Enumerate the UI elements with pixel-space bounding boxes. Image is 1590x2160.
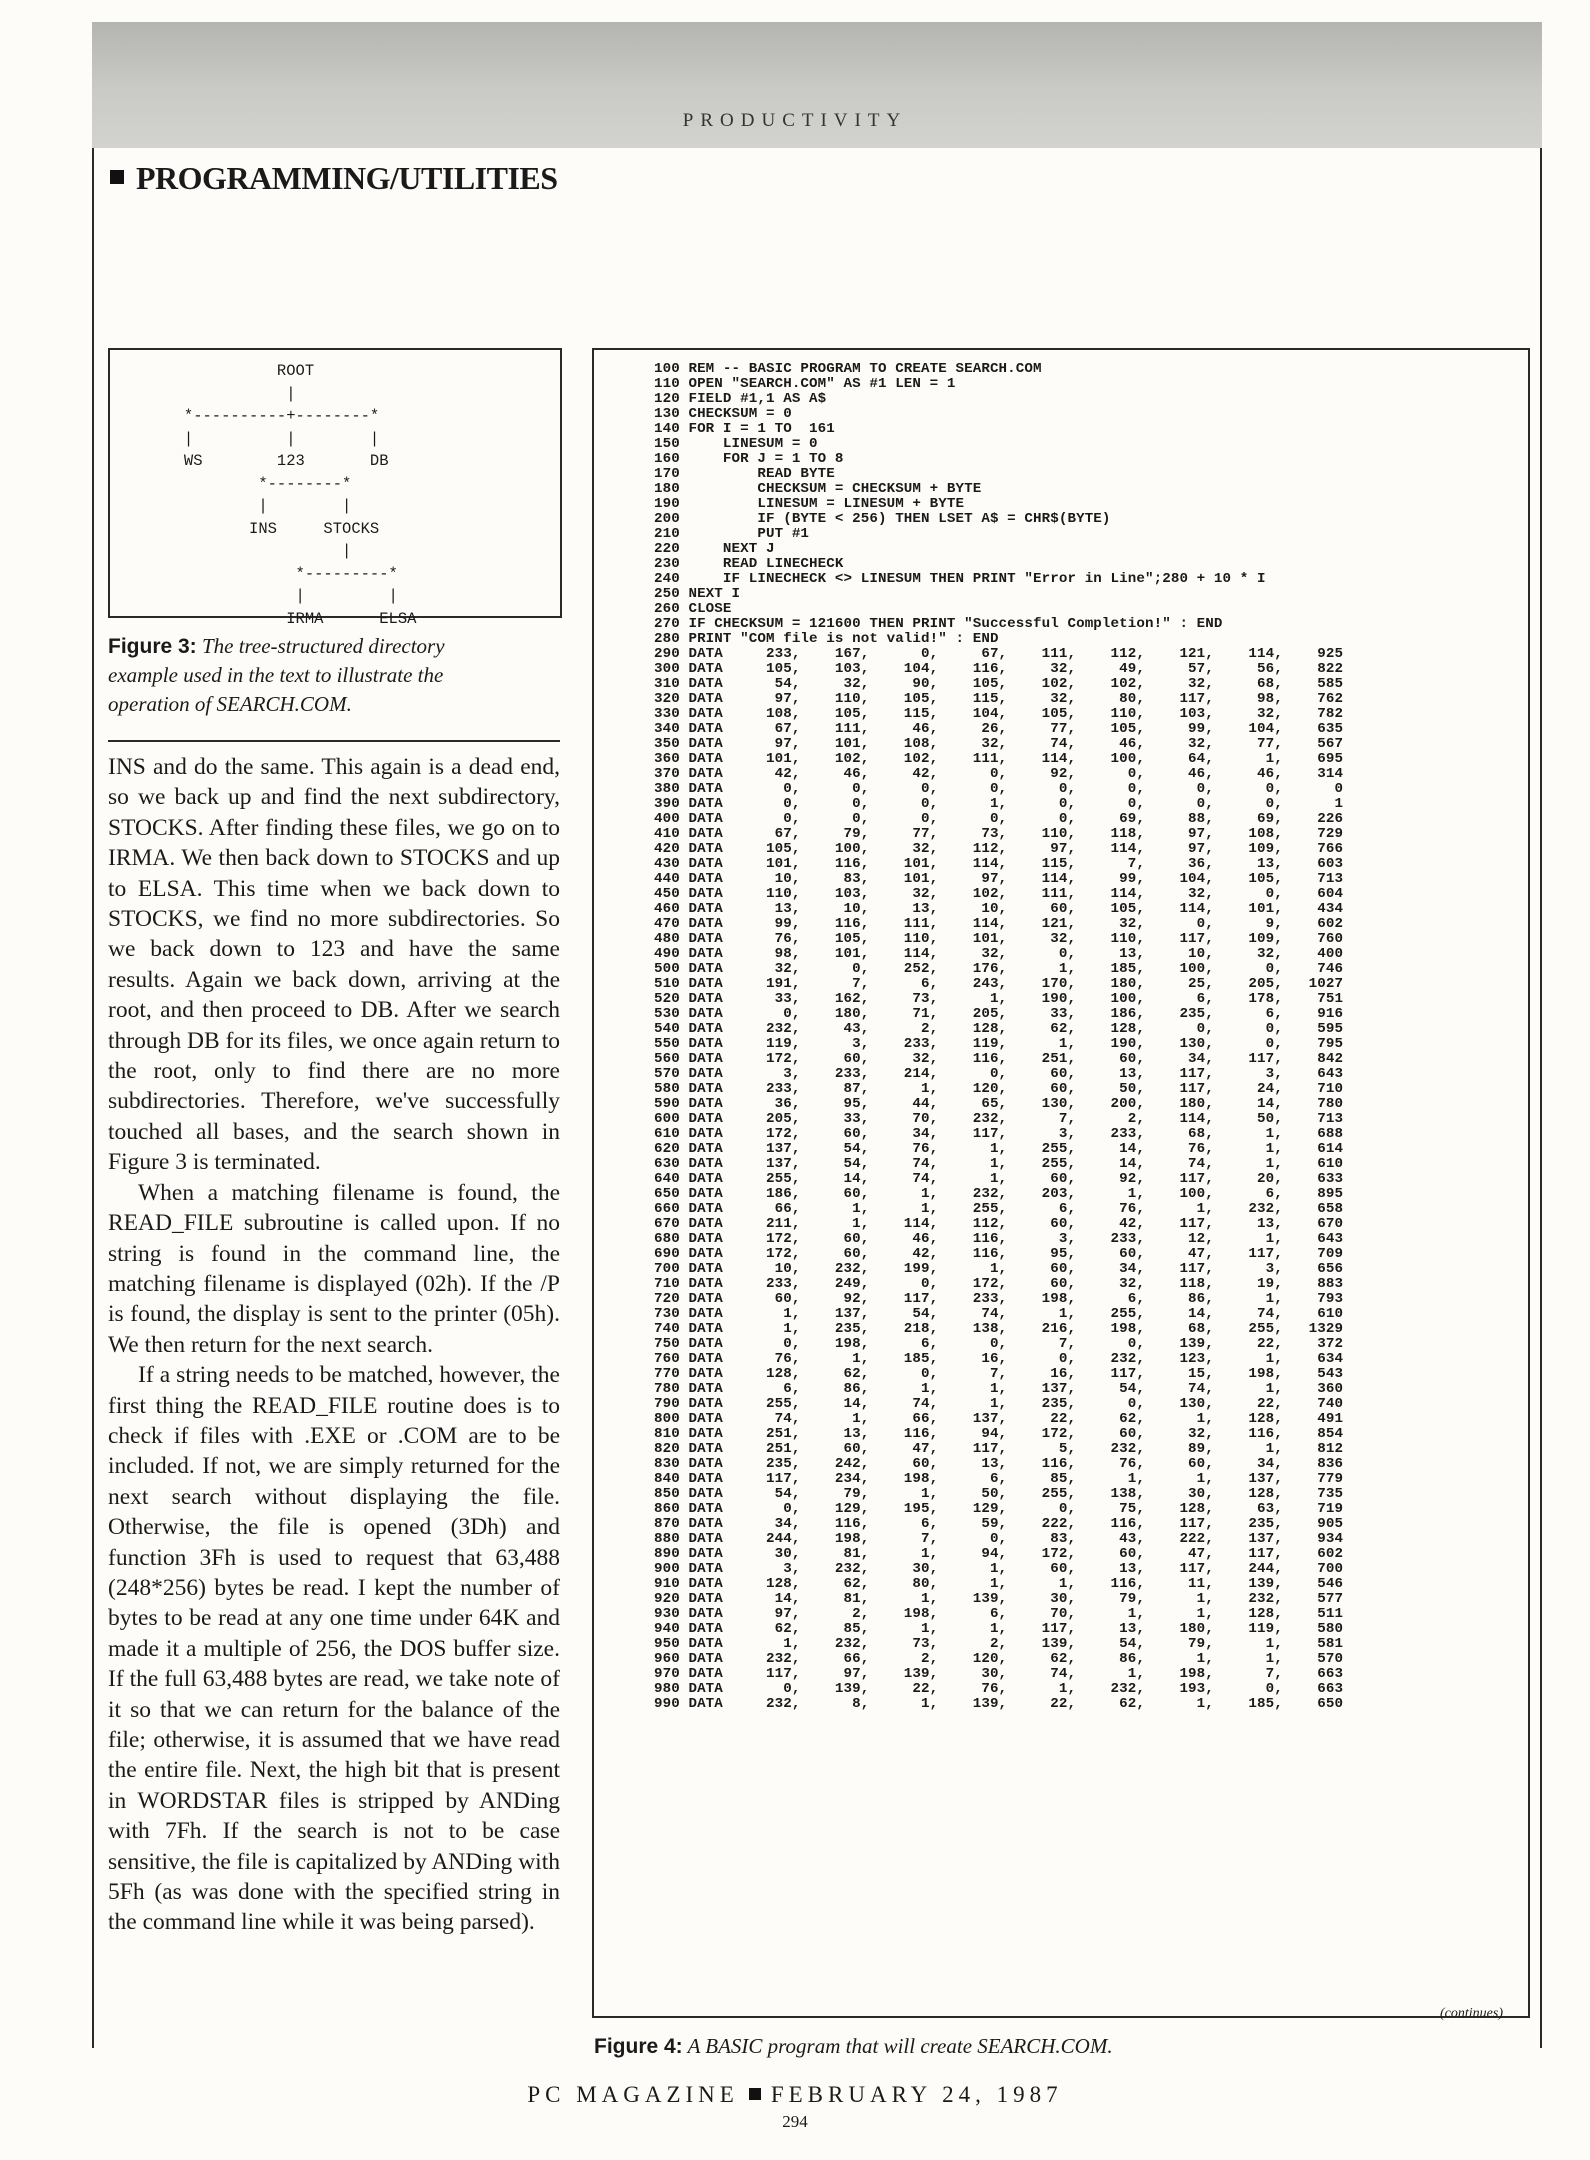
code-line: 400 DATA 0, 0, 0, 0, 0, 69, 88, 69, 226: [654, 811, 1344, 827]
column-rule: [108, 740, 560, 742]
code-line: 340 DATA 67, 111, 46, 26, 77, 105, 99, 104, 635: [654, 721, 1344, 737]
article-body: [108, 752, 560, 1938]
code-line: 240 IF LINECHECK <> LINESUM THEN PRINT "Error in Line";280 + 10 * I: [654, 571, 1266, 587]
page-heading: [110, 160, 558, 197]
tree-line: *---------*: [295, 564, 398, 583]
code-line: 130 CHECKSUM = 0: [654, 406, 792, 422]
code-line: 850 DATA 54, 79, 1, 50, 255, 138, 30, 128, 735: [654, 1486, 1344, 1502]
code-line: 180 CHECKSUM = CHECKSUM + BYTE: [654, 481, 982, 497]
tree-line: WS 123 DB: [183, 452, 389, 470]
tree-line: |: [286, 384, 296, 403]
code-line: 840 DATA 117, 234, 198, 6, 85, 1, 1, 137, 779: [654, 1471, 1344, 1487]
bullet-square-icon: [110, 170, 124, 184]
code-line: 830 DATA 235, 242, 60, 13, 116, 76, 60, 34, 836: [654, 1456, 1344, 1472]
code-line: 460 DATA 13, 10, 13, 10, 60, 105, 114, 101, 434: [654, 901, 1344, 917]
code-line: 660 DATA 66, 1, 1, 255, 6, 76, 1, 232, 658: [654, 1201, 1344, 1217]
code-line: 730 DATA 1, 137, 54, 74, 1, 255, 14, 74, 610: [654, 1306, 1344, 1322]
figure4-caption-text: A BASIC program that will create SEARCH.COM.: [687, 2034, 1113, 2058]
left-border-line: [92, 148, 94, 2048]
code-line: 290 DATA 233, 167, 0, 67, 111, 112, 121, 114, 925: [654, 646, 1344, 662]
figure4-caption: [594, 2032, 1494, 2061]
code-line: 700 DATA 10, 232, 199, 1, 60, 34, 117, 3, 656: [654, 1261, 1344, 1277]
code-line: 750 DATA 0, 198, 6, 0, 7, 0, 139, 22, 372: [654, 1336, 1344, 1352]
code-line: 950 DATA 1, 232, 73, 2, 139, 54, 79, 1, 581: [654, 1636, 1344, 1652]
continues-note: (continues): [1440, 2006, 1503, 2021]
code-line: 900 DATA 3, 232, 30, 1, 60, 13, 117, 244, 700: [654, 1561, 1344, 1577]
body-paragraph: INS and do the same. This again is a dead end, so we back up and find the next subdirectory, STOCKS. After finding these files, we go on to IRMA. We then back down to STOCKS and up to ELSA. This time when we back down to STOCKS, we find no more subdirectories. So we back down to 123 and have the same results. Again we back down, arriving at the root, and then proceed to DB. After we search through DB for its files, we once again return to the root, only to find there are no more subdirectories. Therefore, we've successfully touched all bases, and the search shown in Figure 3 is terminated.: [108, 754, 560, 1176]
code-line: 120 FIELD #1,1 AS A$: [654, 391, 827, 407]
figure3-caption-text: The tree-structured directory example used in the text to illustrate the operation of SEARCH.COM.: [108, 634, 445, 716]
footer-magazine: PC MAGAZINE: [527, 2082, 739, 2107]
code-line: 500 DATA 32, 0, 252, 176, 1, 185, 100, 0, 746: [654, 961, 1344, 977]
code-line: 160 FOR J = 1 TO 8: [654, 451, 844, 467]
footer-bullet-icon: [749, 2088, 761, 2100]
code-line: 520 DATA 33, 162, 73, 1, 190, 100, 6, 178, 751: [654, 991, 1344, 1007]
code-line: 440 DATA 10, 83, 101, 97, 114, 99, 104, 105, 713: [654, 871, 1344, 887]
page-heading-text: PROGRAMMING/UTILITIES: [136, 160, 558, 196]
footer-date: FEBRUARY 24, 1987: [770, 2082, 1063, 2107]
figure3-box: [108, 348, 562, 628]
code-line: 820 DATA 251, 60, 47, 117, 5, 232, 89, 1, 812: [654, 1441, 1344, 1457]
code-line: 220 NEXT J: [654, 541, 775, 557]
tree-line: | | |: [183, 429, 380, 448]
code-line: 590 DATA 36, 95, 44, 65, 130, 200, 180, 14, 780: [654, 1096, 1344, 1112]
code-line: 280 PRINT "COM file is not valid!" : END: [654, 631, 999, 647]
code-line: 770 DATA 128, 62, 0, 7, 16, 117, 15, 198, 543: [654, 1366, 1344, 1382]
code-line: 800 DATA 74, 1, 66, 137, 22, 62, 1, 128, 491: [654, 1411, 1344, 1427]
code-line: 140 FOR I = 1 TO 161: [654, 421, 835, 437]
code-line: 930 DATA 97, 2, 198, 6, 70, 1, 1, 128, 511: [654, 1606, 1344, 1622]
code-line: 170 READ BYTE: [654, 466, 835, 482]
code-line: 310 DATA 54, 32, 90, 105, 102, 102, 32, 68, 585: [654, 676, 1344, 692]
code-line: 200 IF (BYTE < 256) THEN LSET A$ = CHR$(BYTE): [654, 511, 1111, 527]
code-line: 190 LINESUM = LINESUM + BYTE: [654, 496, 965, 512]
section-label: PRODUCTIVITY: [682, 110, 908, 131]
page-number: 294: [782, 2112, 808, 2131]
code-line: 920 DATA 14, 81, 1, 139, 30, 79, 1, 232, 577: [654, 1591, 1344, 1607]
code-line: 470 DATA 99, 116, 111, 114, 121, 32, 0, 9, 602: [654, 916, 1344, 932]
figure3-caption: [108, 632, 468, 719]
code-line: 650 DATA 186, 60, 1, 232, 203, 1, 100, 6, 895: [654, 1186, 1344, 1202]
code-line: 680 DATA 172, 60, 46, 116, 3, 233, 12, 1, 643: [654, 1231, 1344, 1247]
code-line: 620 DATA 137, 54, 76, 1, 255, 14, 76, 1, 614: [654, 1141, 1344, 1157]
code-line: 550 DATA 119, 3, 233, 119, 1, 190, 130, 0, 795: [654, 1036, 1344, 1052]
code-line: 480 DATA 76, 105, 110, 101, 32, 110, 117, 109, 760: [654, 931, 1344, 947]
code-line: 450 DATA 110, 103, 32, 102, 111, 114, 32, 0, 604: [654, 886, 1344, 902]
code-line: 810 DATA 251, 13, 116, 94, 172, 60, 32, 116, 854: [654, 1426, 1344, 1442]
code-line: 490 DATA 98, 101, 114, 32, 0, 13, 10, 32, 400: [654, 946, 1344, 962]
code-line: 250 NEXT I: [654, 586, 741, 602]
code-line: 260 CLOSE: [654, 601, 732, 617]
code-line: 740 DATA 1, 235, 218, 138, 216, 198, 68, 255, 1329: [654, 1321, 1344, 1337]
code-line: 860 DATA 0, 129, 195, 129, 0, 75, 128, 63, 719: [654, 1501, 1344, 1517]
right-border-line: [1540, 148, 1542, 2048]
code-line: 710 DATA 233, 249, 0, 172, 60, 32, 118, 19, 883: [654, 1276, 1344, 1292]
tree-line: | |: [258, 497, 352, 515]
code-line: 110 OPEN "SEARCH.COM" AS #1 LEN = 1: [654, 376, 956, 392]
code-line: 560 DATA 172, 60, 32, 116, 251, 60, 34, 117, 842: [654, 1051, 1344, 1067]
code-line: 870 DATA 34, 116, 6, 59, 222, 116, 117, 235, 905: [654, 1516, 1344, 1532]
directory-tree-diagram: [156, 360, 416, 630]
tree-line: |: [342, 542, 352, 560]
code-line: 410 DATA 67, 79, 77, 73, 110, 118, 97, 108, 729: [654, 826, 1344, 842]
tree-line: *--------*: [258, 474, 352, 493]
code-line: 370 DATA 42, 46, 42, 0, 92, 0, 46, 46, 314: [654, 766, 1344, 782]
code-line: 350 DATA 97, 101, 108, 32, 74, 46, 32, 77, 567: [654, 736, 1344, 752]
code-line: 580 DATA 233, 87, 1, 120, 60, 50, 117, 24, 710: [654, 1081, 1344, 1097]
code-line: 430 DATA 101, 116, 101, 114, 115, 7, 36, 13, 603: [654, 856, 1344, 872]
code-line: 670 DATA 211, 1, 114, 112, 60, 42, 117, 13, 670: [654, 1216, 1344, 1232]
code-line: 990 DATA 232, 8, 1, 139, 22, 62, 1, 185, 650: [654, 1696, 1344, 1712]
code-line: 600 DATA 205, 33, 70, 232, 7, 2, 114, 50, 713: [654, 1111, 1344, 1127]
code-line: 980 DATA 0, 139, 22, 76, 1, 232, 193, 0, 663: [654, 1681, 1344, 1697]
code-line: 540 DATA 232, 43, 2, 128, 62, 128, 0, 0, 595: [654, 1021, 1344, 1037]
code-line: 300 DATA 105, 103, 104, 116, 32, 49, 57, 56, 822: [654, 661, 1344, 677]
code-line: 320 DATA 97, 110, 105, 115, 32, 80, 117, 98, 762: [654, 691, 1344, 707]
code-line: 330 DATA 108, 105, 115, 104, 105, 110, 103, 32, 782: [654, 706, 1344, 722]
code-line: 570 DATA 3, 233, 214, 0, 60, 13, 117, 3, 643: [654, 1066, 1344, 1082]
code-line: 230 READ LINECHECK: [654, 556, 844, 572]
code-line: 360 DATA 101, 102, 102, 111, 114, 100, 64, 1, 695: [654, 751, 1344, 767]
basic-program-listing: [654, 362, 1343, 1712]
code-line: 150 LINESUM = 0: [654, 436, 818, 452]
code-line: 910 DATA 128, 62, 80, 1, 1, 116, 11, 139, 546: [654, 1576, 1344, 1592]
code-line: 960 DATA 232, 66, 2, 120, 62, 86, 1, 1, 570: [654, 1651, 1344, 1667]
code-line: 780 DATA 6, 86, 1, 1, 137, 54, 74, 1, 360: [654, 1381, 1344, 1397]
figure3-label: Figure 3:: [108, 635, 197, 658]
tree-line: ROOT: [276, 362, 315, 380]
code-line: 380 DATA 0, 0, 0, 0, 0, 0, 0, 0, 0: [654, 781, 1344, 797]
code-line: 630 DATA 137, 54, 74, 1, 255, 14, 74, 1, 610: [654, 1156, 1344, 1172]
code-line: 100 REM -- BASIC PROGRAM TO CREATE SEARCH.COM: [654, 361, 1042, 377]
tree-line: INS STOCKS: [249, 519, 380, 538]
code-line: 690 DATA 172, 60, 42, 116, 95, 60, 47, 117, 709: [654, 1246, 1344, 1262]
page-footer: [0, 2082, 1590, 2108]
code-line: 420 DATA 105, 100, 32, 112, 97, 114, 97, 109, 766: [654, 841, 1344, 857]
code-line: 270 IF CHECKSUM = 121600 THEN PRINT "Successful Completion!" : END: [654, 616, 1223, 632]
code-line: 210 PUT #1: [654, 526, 810, 542]
body-paragraph: When a matching filename is found, the READ_FILE subroutine is called upon. If no string is found in the command line, the matching filename is displayed (02h). If the /P is found, the display is sent to the printer (05h). We then return for the next search.: [108, 1179, 560, 1358]
code-line: 720 DATA 60, 92, 117, 233, 198, 6, 86, 1, 793: [654, 1291, 1344, 1307]
tree-line: *----------+--------*: [183, 407, 380, 425]
code-line: 940 DATA 62, 85, 1, 1, 117, 13, 180, 119, 580: [654, 1621, 1344, 1637]
code-line: 760 DATA 76, 1, 185, 16, 0, 232, 123, 1, 634: [654, 1351, 1344, 1367]
tree-line: IRMA ELSA: [156, 609, 417, 628]
code-line: 530 DATA 0, 180, 71, 205, 33, 186, 235, 6, 916: [654, 1006, 1344, 1022]
tree-line: | |: [295, 587, 398, 605]
code-line: 390 DATA 0, 0, 0, 1, 0, 0, 0, 0, 1: [654, 796, 1344, 812]
code-line: 790 DATA 255, 14, 74, 1, 235, 0, 130, 22, 740: [654, 1396, 1344, 1412]
code-line: 880 DATA 244, 198, 7, 0, 83, 43, 222, 137, 934: [654, 1531, 1344, 1547]
code-line: 510 DATA 191, 7, 6, 243, 170, 180, 25, 205, 1027: [654, 976, 1344, 992]
code-line: 610 DATA 172, 60, 34, 117, 3, 233, 68, 1, 688: [654, 1126, 1344, 1142]
code-line: 970 DATA 117, 97, 139, 30, 74, 1, 198, 7, 663: [654, 1666, 1344, 1682]
code-line: 890 DATA 30, 81, 1, 94, 172, 60, 47, 117, 602: [654, 1546, 1344, 1562]
code-line: 640 DATA 255, 14, 74, 1, 60, 92, 117, 20, 633: [654, 1171, 1344, 1187]
body-paragraph: If a string needs to be matched, however, the first thing the READ_FILE routine does is to check if files with .EXE or .COM are to be included. If not, we are simply returned for the next search without displaying the file. Otherwise, the file is opened (3Dh) and function 3Fh is used to request that 63,488 (248*256) bytes be read. I kept the number of bytes to be read at any one time under 64K and made it a multiple of 256, the DOS buffer size. If the full 63,488 bytes are read, we take note of it so that we can return for the balance of the file; otherwise, it is assumed that we have read the entire file. Next, the high bit that is present in WORDSTAR files is stripped by ANDing with 7Fh. If the search is not to be case sensitive, the file is capitalized by ANDing with 5Fh (as was done with the specified string in the command line while it was being parsed).: [108, 1362, 560, 1936]
figure4-label: Figure 4:: [594, 2035, 683, 2058]
